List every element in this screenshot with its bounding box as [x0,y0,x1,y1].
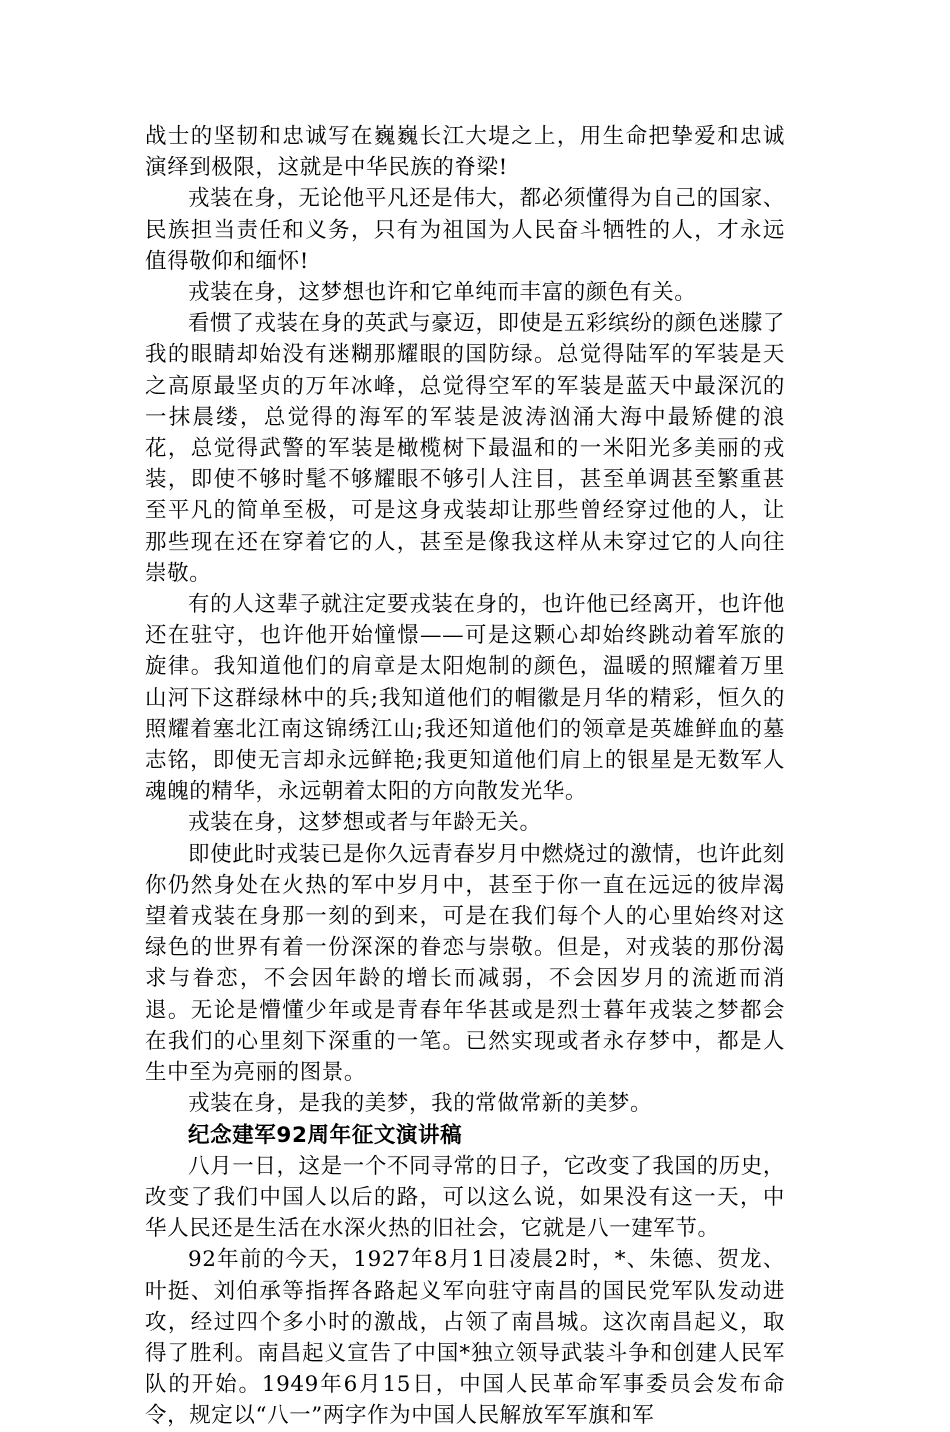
paragraph-1: 战士的坚韧和忠诚写在巍巍长江大堤之上，用生命把挚爱和忠诚演绎到极限，这就是中华民族的脊梁! [145,124,785,181]
paragraph-7: 即使此时戎装已是你久远青春岁月中燃烧过的激情，也许此刻你仍然身处在火热的军中岁月中，甚至于你一直在远远的彼岸渴望着戎装在身那一刻的到来，可是在我们每个人的心里始终对这绿色的世界有着一份深深的眷恋与崇敬。但是，对戎装的那份渴求与眷恋，不会因年龄的增长而减弱，不会因岁月的流逝而消退。无论是懵懂少年或是青春年华甚或是烈士暮年戎装之梦都会在我们的心里刻下深重的一笔。已然实现或者永存梦中，都是人生中至为亮丽的图景。 [145,841,785,1086]
paragraph-6: 戎装在身，这梦想或者与年龄无关。 [188,810,542,836]
section-heading: 纪念建军92周年征文演讲稿 [188,1122,463,1148]
paragraph-3: 戎装在身，这梦想也许和它单纯而丰富的颜色有关。 [188,280,697,306]
document-body [145,121,785,1432]
paragraph-5: 有的人这辈子就注定要戎装在身的，也许他已经离开，也许他还在驻守，也许他开始憧憬——可是这颗心却始终跳动着军旅的旋律。我知道他们的肩章是太阳炮制的颜色，温暖的照耀着万里山河下这群绿林中的兵;我知道他们的帽徽是月华的精彩，恒久的照耀着塞北江南这锦绣江山;我还知道他们的领章是英雄鲜血的墓志铭，即使无言却永远鲜艳;我更知道他们肩上的银星是无数军人魂魄的精华，永远朝着太阳的方向散发光华。 [145,592,785,805]
paragraph-4: 看惯了戎装在身的英武与豪迈，即使是五彩缤纷的颜色迷朦了我的眼睛却始没有迷糊那耀眼的国防绿。总觉得陆军的军装是天之高原最坚贞的万年冰峰，总觉得空军的军装是蓝天中最深沉的一抹晨缕，总觉得的海军的军装是波涛汹涌大海中最矫健的浪花，总觉得武警的军装是橄榄树下最温和的一米阳光多美丽的戎装，即使不够时髦不够耀眼不够引人注目，甚至单调甚至繁重甚至平凡的简单至极，可是这身戎装却让那些曾经穿过他的人，让那些现在还在穿着它的人，甚至是像我这样从未穿过它的人向往崇敬。 [145,311,785,586]
paragraph-10: 92年前的今天，1927年8月1日凌晨2时，*、朱德、贺龙、叶挺、刘伯承等指挥各路起义军向驻守南昌的国民党军队发动进攻，经过四个多小时的激战，占领了南昌城。这次南昌起义，取得了胜利。南昌起义宣告了中国*独立领导武装斗争和创建人民军队的开始。1949年6月15日，中国人民革命军事委员会发布命令，规定以“八一”两字作为中国人民解放军军旗和军 [145,1247,785,1429]
paragraph-2: 戎装在身，无论他平凡还是伟大，都必须懂得为自己的国家、民族担当责任和义务，只有为祖国为人民奋斗牺牲的人，才永远值得敬仰和缅怀! [145,186,785,274]
paragraph-9: 八月一日，这是一个不同寻常的日子，它改变了我国的历史，改变了我们中国人以后的路，可以这么说，如果没有这一天，中华人民还是生活在水深火热的旧社会，它就是八一建军节。 [145,1153,785,1242]
paragraph-8: 戎装在身，是我的美梦，我的常做常新的美梦。 [188,1091,653,1117]
